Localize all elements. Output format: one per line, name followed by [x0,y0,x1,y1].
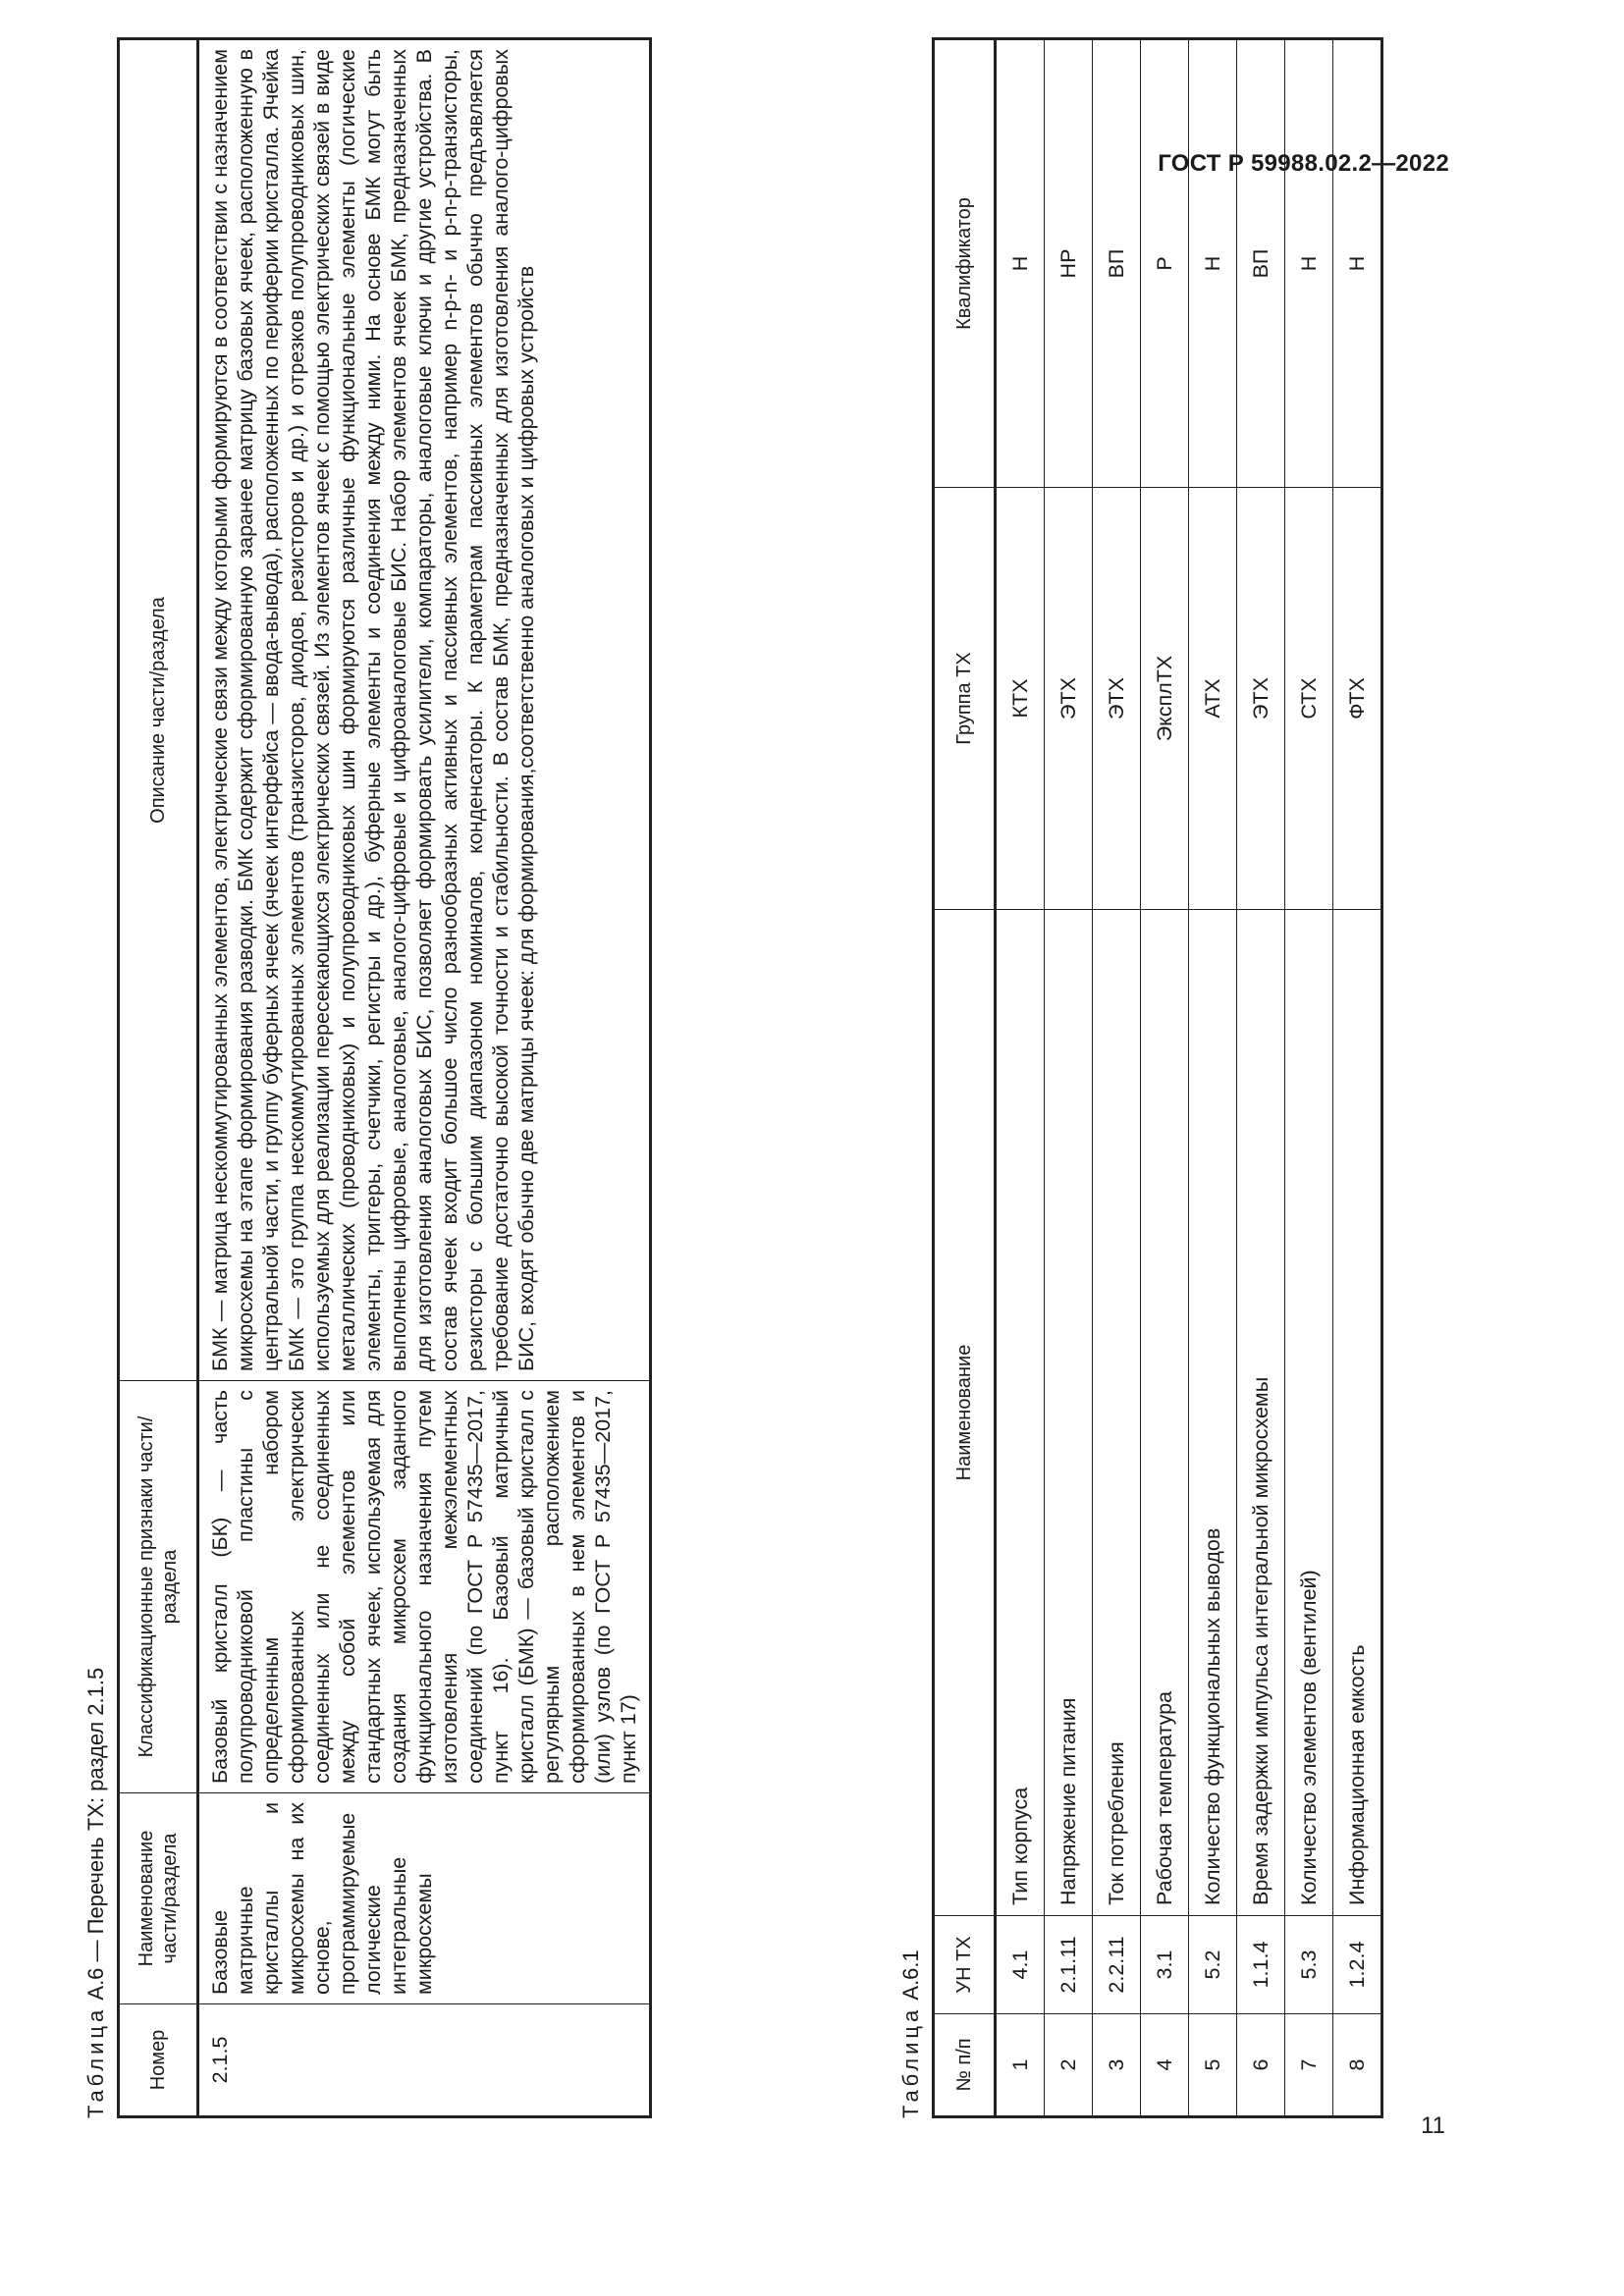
row-index: 8 [1333,2014,1382,2117]
table-a61-caption-word: Таблица [898,2005,923,2118]
table-a61-col-name: Наименование [934,910,996,1916]
row-index: 2 [1045,2014,1093,2117]
table-row [996,39,1045,2117]
row-code: 1.1.4 [1237,1916,1285,2014]
table-a6-col-features: Классификационные признаки части/раздела [119,1381,198,1793]
row-code: 4.1 [996,1916,1045,2014]
row-name: Количество элементов (вентилей) [1285,910,1333,1916]
row-name: Рабочая температура [1141,910,1189,1916]
table-a6-header-row [119,39,198,2117]
table-a61 [932,37,1383,2118]
table-a6-caption-word: Таблица [83,2005,108,2118]
table-a6-cell-features: Базовый кристалл (БК) — часть полупроводниковой пластины с определенным набором сформированных электрически соединенных или не соединенных между собой элементов или стандартных ячеек, используемая для создания микросхем заданного функционального назначения путем изготовления межэлементных соединений (по ГОСТ Р 57435—2017, пункт 16). Базовый матричный кристалл (БМК) — базовый кристалл с регулярным расположением сформированных в нем элементов и (или) узлов (по ГОСТ Р 57435—2017, пункт 17) [198,1381,651,1793]
table-a6 [117,37,652,2118]
table-row [198,39,651,2117]
row-code: 2.1.11 [1045,1916,1093,2014]
table-a61-block [898,37,1383,2118]
row-code: 1.2.4 [1333,1916,1382,2014]
row-name: Время задержки импульса интегральной микросхемы [1237,910,1285,1916]
row-index: 4 [1141,2014,1189,2117]
row-code: 5.2 [1189,1916,1237,2014]
row-name: Тип корпуса [996,910,1045,1916]
row-qualifier: ВП [1237,39,1285,488]
row-index: 6 [1237,2014,1285,2117]
page-number: 11 [1421,2112,1445,2139]
row-group: КТХ [996,488,1045,910]
row-name: Информационная емкость [1333,910,1382,1916]
table-a6-cell-number: 2.1.5 [198,2004,651,2117]
table-a6-caption-text: А.6 — Перечень ТХ: раздел 2.1.5 [83,1667,108,2001]
table-a6-cell-description: БМК — матрица нескоммутированных элементов, электрические связи между которыми формируются в соответствии с назначением микросхемы на этапе формирования разводки. БМК содержит сформированную заранее матрицу базовых ячеек, расположенную в центральной части, и группу буферных ячеек (ячеек интерфейса — ввода-вывода), расположенных по периферии кристалла. Ячейка БМК — это группа нескоммутированных элементов (транзисторов, диодов, резисторов и др.) и отрезков полупроводниковых шин, используемых для реализации пересекающихся электрических связей. Из элементов ячеек с помощью электрических связей в виде металлических (проводниковых) и полупроводниковых шин формируются различные функциональные элементы (логические элементы, триггеры, счетчики, регистры и др.), буферные элементы и соединения между ними. На основе БМК могут быть выполнены цифровые, аналоговые, аналого-цифровые и цифроаналоговые БИС. Набор элементов ячеек БМК, предназначенных для изготовления аналоговых БИС, позволяет формировать усилители, компараторы, аналоговые ключи и другие устройства. В состав ячеек входит большое число разнообразных активных и пассивных элементов, например n-p-n- и p-n-p-транзисторы, резисторы с большим диапазоном номиналов, конденсаторы. К параметрам пассивных элементов обычно предъявляется требование достаточно высокой точности и стабильности. В состав БМК, предназначенных для изготовления аналого-цифровых БИС, входят обычно две матрицы ячеек: для формирования,соответственно аналоговых и цифровых устройств [198,39,651,1381]
table-a6-col-description: Описание части/раздела [119,39,198,1381]
table-a61-caption-text: А.6.1 [898,1949,923,2001]
table-a61-caption [898,37,932,2118]
row-qualifier: Н [1189,39,1237,488]
row-code: 2.2.11 [1093,1916,1141,2014]
table-a6-cell-name: Базовые матричные кристаллы и микросхемы на их основе, программируемые логические интегральные микросхемы [198,1793,651,2004]
row-name: Напряжение питания [1045,910,1093,1916]
table-a6-col-number: Номер [119,2004,198,2117]
row-qualifier: Р [1141,39,1189,488]
table-a6-caption [83,37,117,2118]
row-group: АТХ [1189,488,1237,910]
row-qualifier: НР [1045,39,1093,488]
table-row [1237,39,1285,2117]
table-row [1189,39,1237,2117]
row-code: 3.1 [1141,1916,1189,2014]
table-a61-col-group: Группа ТХ [934,488,996,910]
document-header: ГОСТ Р 59988.02.2—2022 [1158,150,1449,177]
row-group: ЭксплТХ [1141,488,1189,910]
row-qualifier: Н [1333,39,1382,488]
row-name: Количество функциональных выводов [1189,910,1237,1916]
row-group: СТХ [1285,488,1333,910]
row-qualifier: Н [996,39,1045,488]
table-a61-col-qualifier: Квалификатор [934,39,996,488]
table-row [1333,39,1382,2117]
row-group: ЭТХ [1237,488,1285,910]
table-a61-col-index: № п/п [934,2014,996,2117]
row-index: 1 [996,2014,1045,2117]
table-a6-block [83,37,652,2118]
table-row [1141,39,1189,2117]
table-a61-header-row [934,39,996,2117]
row-name: Ток потребления [1093,910,1141,1916]
row-index: 7 [1285,2014,1333,2117]
row-index: 3 [1093,2014,1141,2117]
table-row [1285,39,1333,2117]
row-qualifier: Н [1285,39,1333,488]
table-row [1093,39,1141,2117]
row-qualifier: ВП [1093,39,1141,488]
row-group: ФТХ [1333,488,1382,910]
table-a6-col-name: Наименование части/раздела [119,1793,198,2004]
row-code: 5.3 [1285,1916,1333,2014]
row-group: ЭТХ [1093,488,1141,910]
table-row [1045,39,1093,2117]
table-a61-col-code: УН ТХ [934,1916,996,2014]
row-group: ЭТХ [1045,488,1093,910]
row-index: 5 [1189,2014,1237,2117]
